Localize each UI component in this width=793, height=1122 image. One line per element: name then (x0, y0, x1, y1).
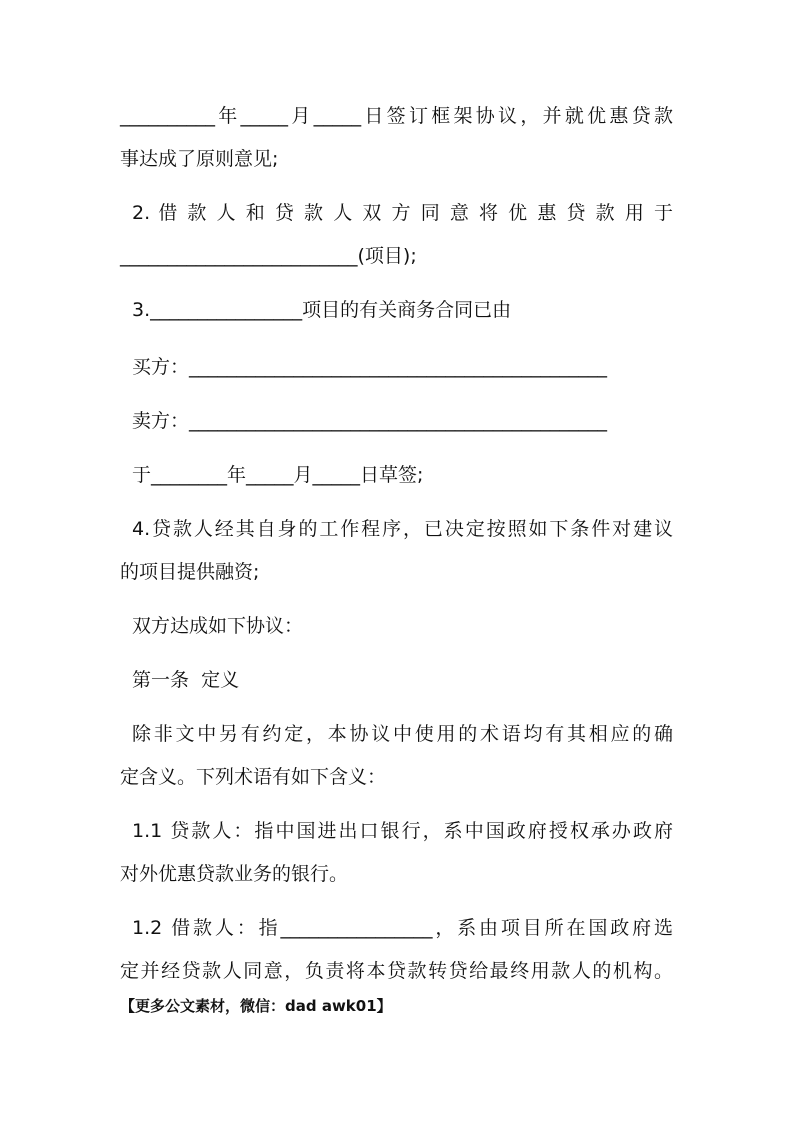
definition-1-1-line-2: 对外优惠贷款业务的银行。 (120, 863, 349, 885)
definition-1-1-line-1: 1.1 贷款人：指中国进出口银行，系中国政府授权承办政府 (132, 820, 673, 842)
paragraph-line-1: __________年_____月_____日签订框架协议，并就优惠贷款 (120, 105, 673, 127)
agreement-intro: 双方达成如下协议： (132, 615, 304, 637)
definitions-line-2: 定含义。下列术语有如下含义： (120, 766, 387, 788)
clause-2-line-1: 2. 借 款 人 和 贷 款 人 双 方 同 意 将 优 惠 贷 款 用 于 (132, 202, 673, 224)
clause-4-line-1: 4.贷款人经其自身的工作程序，已决定按照如下条件对建议 (132, 518, 673, 540)
paragraph-line-2: 事达成了原则意见; (120, 148, 279, 170)
seller-line: 卖方：____________________________________________ (132, 410, 608, 432)
clause-4-line-2: 的项目提供融资; (120, 561, 260, 583)
definition-1-2-line-1: 1.2 借款人：指________________，系由项目所在国政府选 (132, 917, 673, 939)
footer-note: 【更多公文素材，微信：dad awk01】 (120, 997, 392, 1015)
article-1-heading: 第一条 定义 (132, 669, 240, 691)
clause-3-line: 3.________________项目的有关商务合同已由 (132, 299, 512, 321)
definitions-line-1: 除非文中另有约定，本协议中使用的术语均有其相应的确 (132, 723, 673, 745)
signing-date-line: 于________年_____月_____日草签; (132, 464, 424, 486)
definition-1-2-line-2: 定并经贷款人同意，负责将本贷款转贷给最终用款人的机构。 (120, 960, 673, 982)
buyer-line: 买方：____________________________________________ (132, 356, 608, 378)
clause-2-line-2: _________________________(项目); (120, 245, 417, 267)
